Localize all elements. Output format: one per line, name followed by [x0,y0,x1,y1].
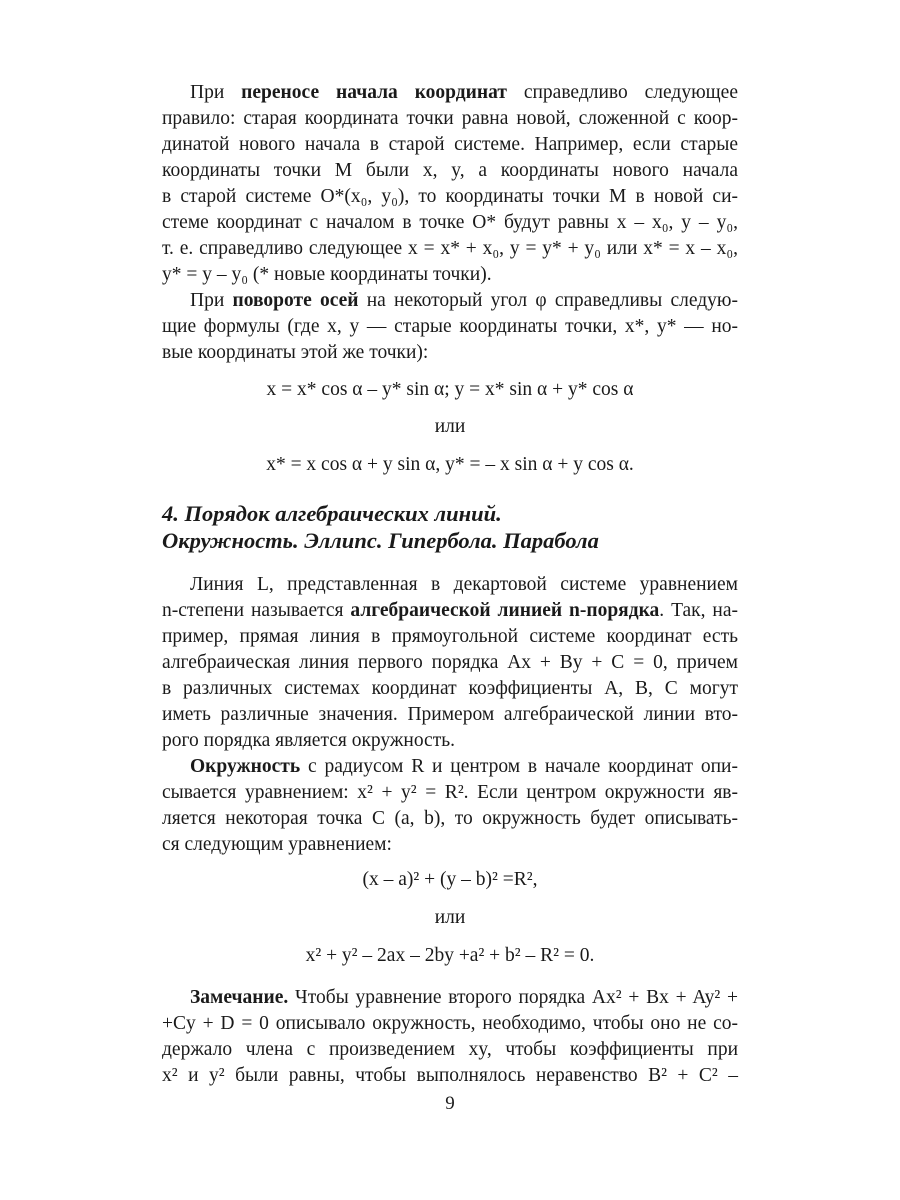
p1-line-3: динатой нового начала в старой системе. Например, если старые [162,134,738,155]
formula-rotation-2: x* = x cos α + y sin α, y* = – x sin α + y cos α. [266,454,634,475]
formula-rotation-1: x = x* cos α – y* sin α; y = x* sin α + y* cos α [266,379,634,400]
p3-line-4: алгебраическая линия первого порядка Ax + By + C = 0, причем [162,652,738,673]
p2-line-3: вые координаты этой же точки): [162,342,429,363]
p2-line-1: При повороте осей на некоторый угол φ справедливы следую- [190,290,738,311]
p3-line-3: пример, прямая линия в прямоугольной системе координат есть [162,626,738,647]
section-heading-line-1: 4. Порядок алгебраических линий. [162,501,502,526]
or-label-2: или [434,907,466,928]
p1-line-6: стеме координат с началом в точке O* будут равны x – x₀, y – y₀, [162,212,738,233]
p5-line-1: Замечание. Чтобы уравнение второго порядка Ax² + Bx + Ay² + [190,987,738,1008]
p1-line-1: При переносе начала координат справедливо следующее [190,82,738,103]
p1-line-2: правило: старая координата точки равна новой, сложенной с коор- [162,108,738,129]
p2-line-2: щие формулы (где x, y — старые координаты точки, x*, y* — но- [162,316,738,337]
p4-line-1: Окружность с радиусом R и центром в начале координат опи- [190,756,738,777]
formula-circle-1: (x – a)² + (y – b)² =R², [362,869,538,890]
or-label-1: или [434,416,466,437]
p5-line-2: +Cy + D = 0 описывало окружность, необходимо, чтобы оно не со- [162,1013,738,1034]
p1-line-8: y* = y – y₀ (* новые координаты точки). [162,264,492,285]
p1-line-5: в старой системе O*(x₀, y₀), то координаты точки M в новой си- [162,186,738,207]
p3-line-6: иметь различные значения. Примером алгебраической линии вто- [162,704,738,725]
p4-line-4: ся следующим уравнением: [162,834,392,855]
formula-circle-2: x² + y² – 2ax – 2by +a² + b² – R² = 0. [305,945,595,966]
p5-line-4: x² и y² были равны, чтобы выполнялось неравенство B² + C² – [162,1065,738,1086]
p3-line-5: в различных системах координат коэффициенты A, B, C могут [162,678,738,699]
p1-line-7: т. е. справедливо следующее x = x* + x₀, y = y* + y₀ или x* = x – x₀, [162,238,738,259]
section-heading-line-2: Окружность. Эллипс. Гипербола. Парабола [162,528,599,553]
p4-line-2: сывается уравнением: x² + y² = R². Если центром окружности яв- [162,782,738,803]
p3-line-7: рого порядка является окружность. [162,730,456,751]
p4-line-3: ляется некоторая точка C (a, b), то окружность будет описывать- [162,808,738,829]
p1-line-4: координаты точки M были x, y, а координаты нового начала [162,160,738,181]
p3-line-1: Линия L, представленная в декартовой системе уравнением [190,574,738,595]
p5-line-3: держало члена с произведением xy, чтобы коэффициенты при [162,1039,738,1060]
page-number: 9 [445,1093,455,1114]
p3-line-2: n-степени называется алгебраической линией n-порядка. Так, на- [162,600,739,621]
